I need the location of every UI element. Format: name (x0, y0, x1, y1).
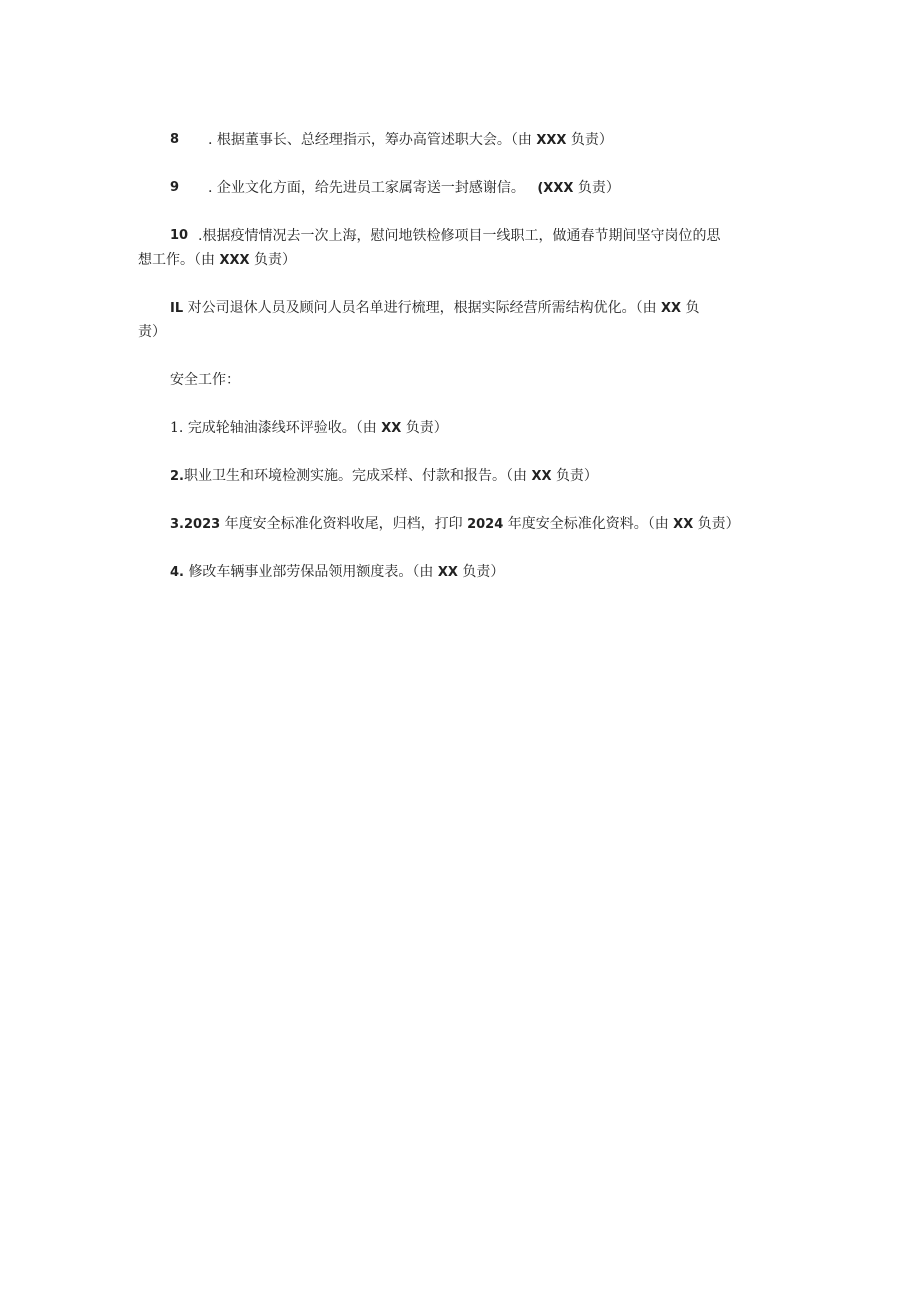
item-number: 9 (170, 180, 180, 195)
responsible-code: XXX (219, 253, 250, 268)
item-number: 8 (170, 132, 180, 147)
item-text: . 企业文化方面，给先进员工家属寄送一封感谢信。 (208, 180, 525, 196)
responsible-code: XXX (536, 133, 567, 148)
item-text: 对公司退休人员及顾问人员名单进行梳理，根据实际经营所需结构优化。（由 (187, 300, 657, 316)
year-value: 2024 (467, 517, 504, 532)
item-number: 3.2023 (170, 517, 221, 532)
item-text-continued: 想工作。（由 (138, 252, 215, 268)
item-tail: 负责） (462, 564, 505, 580)
item-number: 2. (170, 469, 184, 484)
item-number: 4. (170, 565, 184, 580)
responsible-code: (XXX (537, 181, 574, 196)
item-text: 职业卫生和环境检测实施。完成采样、付款和报告。（由 (183, 468, 527, 484)
responsible-code: XX (531, 469, 552, 484)
item-tail: 负责） (577, 180, 620, 196)
safety-heading: 安全工作： (170, 372, 240, 388)
responsible-code: XX (673, 517, 694, 532)
item-tail: 负责） (555, 468, 598, 484)
item-text: . 根据董事长、总经理指示，筹办高管述职大会。（由 (208, 132, 532, 148)
item-number: IL (170, 301, 184, 316)
item-text: 年度安全标准化资料收尾，归档，打印 (224, 516, 463, 532)
item-tail: 负责） (253, 252, 296, 268)
item-text: 完成轮轴油漆线环评验收。（由 (187, 420, 377, 436)
item-tail: 负责） (697, 516, 740, 532)
item-text-continued: 责） (138, 324, 166, 340)
item-number: 1. (170, 420, 184, 436)
item-text-2: 年度安全标准化资料。（由 (507, 516, 669, 532)
responsible-code: XX (381, 421, 402, 436)
item-tail: 负责） (570, 132, 613, 148)
item-number: 10 (170, 228, 189, 243)
responsible-code: XX (437, 565, 458, 580)
item-text: .根据疫情情况去一次上海，慰问地铁检修项目一线职工，做通春节期间坚守岗位的思 (198, 228, 721, 244)
responsible-code: XX (661, 301, 682, 316)
item-text: 修改车辆事业部劳保品领用额度表。（由 (188, 564, 434, 580)
item-tail: 负责） (405, 420, 448, 436)
item-tail: 负 (685, 300, 700, 316)
